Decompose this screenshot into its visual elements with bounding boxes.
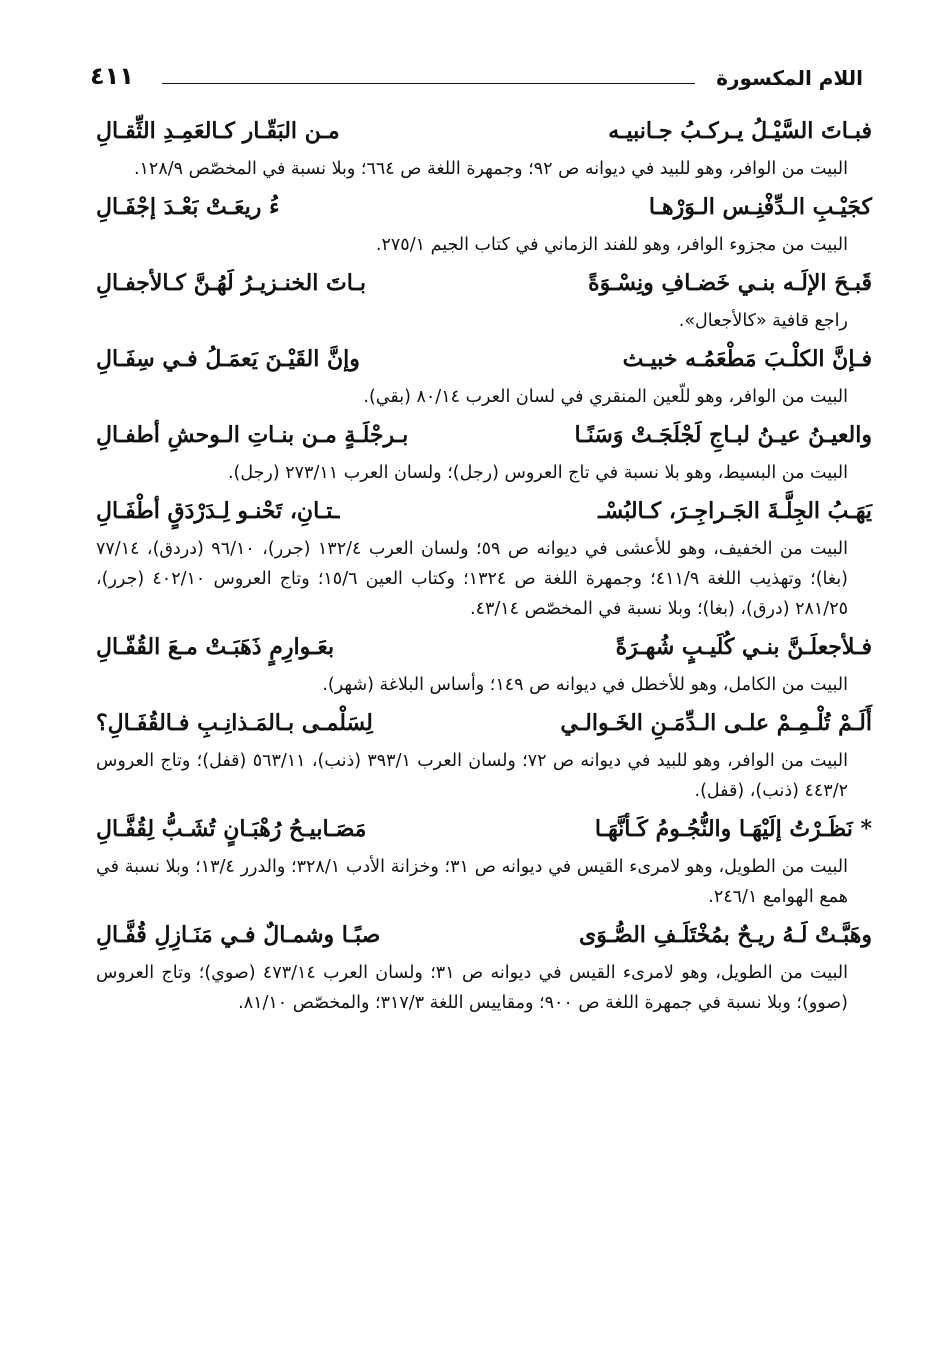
verse-note: البيت من الوافر، وهو للّعين المنقري في لسان العرب ٨٠/١٤ (بقي). bbox=[363, 387, 848, 407]
second-hemistich: مَصَـابيـحُ رُهْبَـانٍ تُشَـبُّ لِقُفَّـالِ bbox=[96, 816, 367, 842]
second-hemistich: بـاتَ الخنـزيـرُ لَهُـنَّ كـالأجفـالِ bbox=[96, 270, 366, 296]
page-number: ٤١١ bbox=[90, 62, 134, 90]
verse-note: البيت من الطويل، وهو لامرىء القيس في ديوانه ص ٣١؛ وخزانة الأدب ٣٢٨/١؛ والدرر ١٣/٤؛ وبلا نسبة في همع الهوامع ٢٤٦/١. bbox=[96, 857, 848, 907]
entry bbox=[96, 336, 872, 412]
verse-line bbox=[96, 184, 872, 230]
entry bbox=[96, 700, 872, 806]
entry bbox=[96, 184, 872, 260]
verse-line bbox=[96, 108, 872, 154]
entry bbox=[96, 624, 872, 700]
verse-line bbox=[96, 260, 872, 306]
verse-note: البيت من الطويل، وهو لامرىء القيس في ديوانه ص ٣١؛ ولسان العرب ٤٧٣/١٤ (صوي)؛ وتاج العروس (صوو)؛ وبلا نسبة في جمهرة اللغة ص ٩٠٠؛ ومقاييس اللغة ٣١٧/٣؛ والمخصّص ٨١/١٠. bbox=[96, 963, 848, 1013]
first-hemistich: فـلأجعلَـنَّ بنـي كُلَيـبٍ شُهـرَةً bbox=[615, 634, 872, 660]
verse-note: البيت من البسيط، وهو بلا نسبة في تاج العروس (رجل)؛ ولسان العرب ٢٧٣/١١ (رجل). bbox=[227, 463, 848, 483]
second-hemistich: لِسَلْمـى بـالمَـذانِـبِ فـالقُفَـالِ؟ bbox=[96, 710, 373, 736]
first-hemistich: والعيـنُ عيـنُ لبـاجِ لَجْلَجَـتْ وَسَنًـا bbox=[574, 422, 872, 448]
first-hemistich: وهَبَّـتْ لَـهُ ريـحٌ بمُخْتَلَـفِ الصُّـوَى bbox=[579, 922, 872, 948]
second-hemistich: صبًـا وشمـالٌ فـي مَنَـازِلِ قُفَّـالِ bbox=[96, 922, 381, 948]
second-hemistich: مـن البَقّـار كـالعَمِـدِ الثِّقـالِ bbox=[96, 118, 340, 144]
second-hemistich: بـرجْلَـةٍ مـن بنـاتِ الـوحشِ أطفـالِ bbox=[96, 422, 409, 448]
verse-line bbox=[96, 336, 872, 382]
entry bbox=[96, 108, 872, 184]
chapter-title: اللام المكسورة bbox=[716, 66, 863, 90]
first-hemistich: فـإنَّ الكلْـبَ مَطْعَمُـه خبيـث bbox=[622, 346, 872, 372]
verse-note: البيت من الخفيف، وهو للأعشى في ديوانه ص ٥٩؛ ولسان العرب ١٣٢/٤ (جرر)، ٩٦/١٠ (دردق)، ٧٧/١٤ (بغا)؛ وتهذيب اللغة ٤١١/٩؛ وجمهرة اللغة ص ١٣٢٤؛ وكتاب العين ١٥/٦؛ وتاج العروس ٤٠٢/١٠ (جرر)، ٢٨١/٢٥ (درق)، (بغا)؛ وبلا نسبة في المخصّص ٤٣/١٤. bbox=[96, 539, 849, 619]
first-hemistich: كجَيْـبِ الـدِّفْنِـس الـوَرْهـا bbox=[648, 194, 872, 220]
second-hemistich: ءُ ريعَـتْ بَعْـدَ إجْفَـالِ bbox=[96, 194, 280, 220]
verse-note: راجع قافية «كالأجعال». bbox=[678, 311, 848, 331]
verse-line bbox=[96, 912, 872, 958]
first-hemistich: قَبـحَ الإلَـه بنـي خَضـافِ ونِسْـوَةً bbox=[588, 270, 872, 296]
verse-line bbox=[96, 806, 872, 852]
entry bbox=[96, 260, 872, 336]
verse-line bbox=[96, 412, 872, 458]
entry bbox=[96, 806, 872, 912]
entries bbox=[96, 108, 872, 1018]
first-hemistich: أَلَـمْ تُلْـمِـمْ علـى الـدِّمَـنِ الخَـوالـي bbox=[560, 710, 872, 736]
entry bbox=[96, 912, 872, 1018]
page-header bbox=[90, 62, 863, 96]
verse-note: البيت من الوافر، وهو للبيد في ديوانه ص ٩٢؛ وجمهرة اللغة ص ٦٦٤؛ وبلا نسبة في المخصّص ١٢٨/٩. bbox=[133, 159, 848, 179]
first-hemistich: * نَظَـرْتُ إلَيْهَـا والنُّجُـومُ كَـأنَّهَـا bbox=[594, 816, 872, 842]
verse-line bbox=[96, 488, 872, 534]
second-hemistich: بعَـوارِمٍ ذَهَبَـتْ مـعَ القُفّـالِ bbox=[96, 634, 335, 660]
entry bbox=[96, 412, 872, 488]
header-rule bbox=[162, 83, 695, 84]
verse-note: البيت من الكامل، وهو للأخطل في ديوانه ص ١٤٩؛ وأساس البلاغة (شهر). bbox=[322, 675, 848, 695]
first-hemistich: يَهَـبُ الجِلَّـةَ الجَـراجِـرَ، كـالبُسْـ bbox=[598, 498, 872, 524]
verse-line bbox=[96, 700, 872, 746]
first-hemistich: فبـاتَ السَّيْـلُ يـركـبُ جـانبيـه bbox=[608, 118, 872, 144]
verse-line bbox=[96, 624, 872, 670]
second-hemistich: ـتـانِ، تَحْنـو لِـدَرْدَقٍ أطْفَـالِ bbox=[96, 498, 340, 524]
second-hemistich: وإنَّ القَيْـنَ يَعمَـلُ فـي سِفَـالِ bbox=[96, 346, 360, 372]
verse-note: البيت من مجزوء الوافر، وهو للفند الزماني في كتاب الجيم ٢٧٥/١. bbox=[375, 235, 848, 255]
entry bbox=[96, 488, 872, 624]
verse-note: البيت من الوافر، وهو للبيد في ديوانه ص ٧٢؛ ولسان العرب ٣٩٣/١ (ذنب)، ٥٦٣/١١ (قفل)؛ وتاج العروس ٤٤٣/٢ (ذنب)، (قفل). bbox=[96, 751, 848, 801]
